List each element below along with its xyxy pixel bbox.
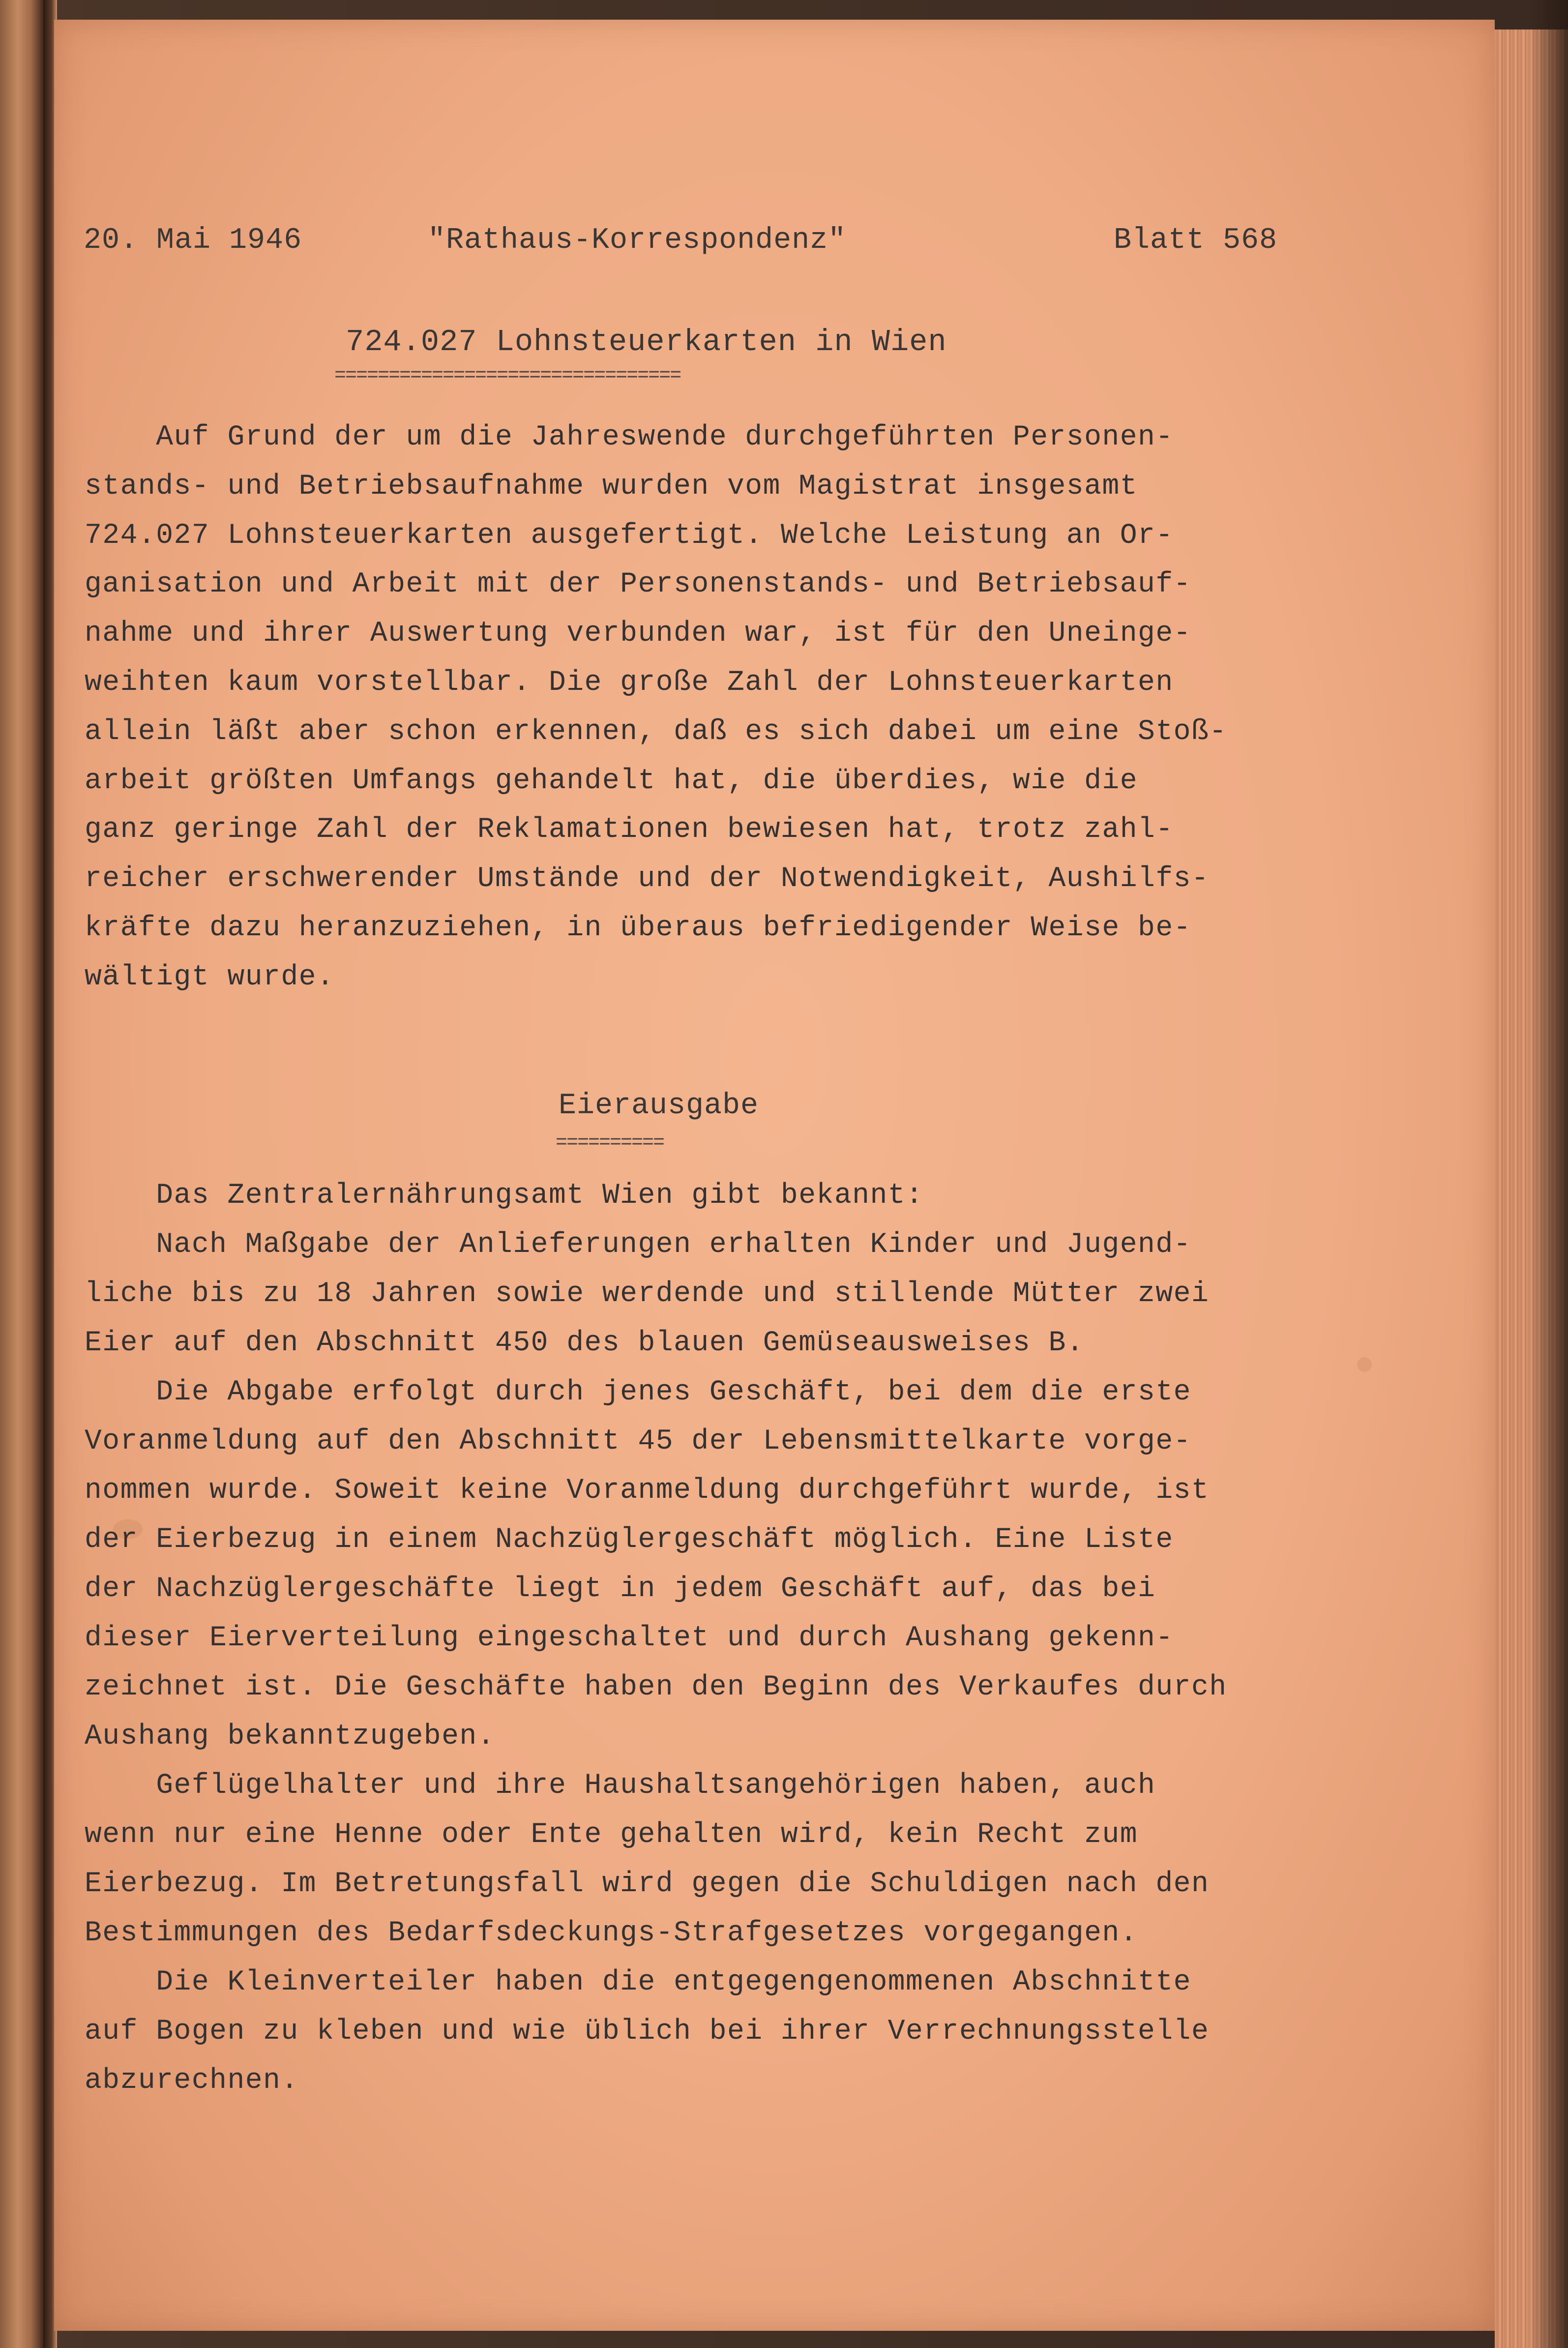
article2-line: Eier auf den Abschnitt 450 des blauen Gemüseausweises B. (85, 1327, 1085, 1359)
article2-line: dieser Eierverteilung eingeschaltet und durch Aushang gekenn- (85, 1622, 1174, 1654)
article1-line: allein läßt aber schon erkennen, daß es sich dabei um eine Stoß- (85, 715, 1227, 748)
article2-line: Eierbezug. Im Betretungsfall wird gegen die Schuldigen nach den (85, 1868, 1210, 1900)
article2-title: Eierausgabe (559, 1089, 759, 1123)
article2-line: wenn nur eine Henne oder Ente gehalten wird, kein Recht zum (85, 1819, 1138, 1851)
article2-line: Voranmeldung auf den Abschnitt 45 der Lebensmittelkarte vorge- (85, 1426, 1191, 1457)
article2-line: auf Bogen zu kleben und wie üblich bei ihrer Verrechnungsstelle (85, 2016, 1210, 2048)
article2-line: nommen wurde. Soweit keine Voranmeldung durchgeführt wurde, ist (85, 1475, 1210, 1507)
article1-line: nahme und ihrer Auswertung verbunden war, ist für den Uneinge- (85, 618, 1191, 650)
article2-line: liche bis zu 18 Jahren sowie werdende und stillende Mütter zwei (85, 1278, 1210, 1310)
article2-line: Aushang bekanntzugeben. (85, 1721, 496, 1753)
article2-line: der Nachzüglergeschäfte liegt in jedem Geschäft auf, das bei (85, 1573, 1156, 1605)
article1-title: 724.027 Lohnsteuerkarten in Wien (346, 325, 947, 359)
article1-line: arbeit größten Umfangs gehandelt hat, die überdies, wie die (85, 765, 1138, 797)
article2-line: Geflügelhalter und ihre Haushaltsangehörigen haben, auch (85, 1770, 1156, 1802)
header-publication: "Rathaus-Korrespondenz" (428, 224, 847, 257)
article1-line: Auf Grund der um die Jahreswende durchgeführten Personen- (85, 421, 1174, 453)
header-date: 20. Mai 1946 (84, 224, 302, 257)
article2-line: Das Zentralernährungsamt Wien gibt bekannt: (85, 1180, 924, 1212)
binding-shadow (1529, 0, 1568, 2348)
article2-line: Die Kleinverteiler haben die entgegengenommenen Abschnitte (85, 1966, 1191, 1998)
article1-line: weihten kaum vorstellbar. Die große Zahl der Lohnsteuerkarten (85, 666, 1174, 699)
article1-line: reicher erschwerender Umstände und der Notwendigkeit, Aushilfs- (85, 863, 1210, 895)
article1-line: ganz geringe Zahl der Reklamationen bewiesen hat, trotz zahl- (85, 814, 1174, 846)
article1-line: 724.027 Lohnsteuerkarten ausgefertigt. Welche Leistung an Or- (85, 519, 1174, 552)
article1-title-underline: ================================ (334, 365, 681, 387)
article1-line: wältigt wurde. (85, 961, 335, 993)
previous-page-edge (0, 0, 44, 2348)
header-sheet-number: Blatt 568 (1114, 224, 1278, 257)
article1-line: kräfte dazu heranzuziehen, in überaus befriedigender Weise be- (85, 912, 1191, 944)
article2-line: Bestimmungen des Bedarfsdeckungs-Strafgesetzes vorgegangen. (85, 1917, 1138, 1949)
article2-title-underline: ========== (556, 1132, 664, 1154)
article2-line: zeichnet ist. Die Geschäfte haben den Beginn des Verkaufes durch (85, 1671, 1227, 1703)
article1-line: stands- und Betriebsaufnahme wurden vom Magistrat insgesamt (85, 470, 1138, 503)
article2-line: Nach Maßgabe der Anlieferungen erhalten Kinder und Jugend- (85, 1229, 1191, 1261)
article2-line: der Eierbezug in einem Nachzüglergeschäft möglich. Eine Liste (85, 1524, 1174, 1556)
article2-line: abzurechnen. (85, 2065, 299, 2097)
article2-line: Die Abgabe erfolgt durch jenes Geschäft, bei dem die erste (85, 1376, 1191, 1408)
article1-line: ganisation und Arbeit mit der Personenstands- und Betriebsauf- (85, 568, 1191, 601)
article2-body (85, 1171, 1412, 2106)
article1-body (85, 413, 1412, 1002)
